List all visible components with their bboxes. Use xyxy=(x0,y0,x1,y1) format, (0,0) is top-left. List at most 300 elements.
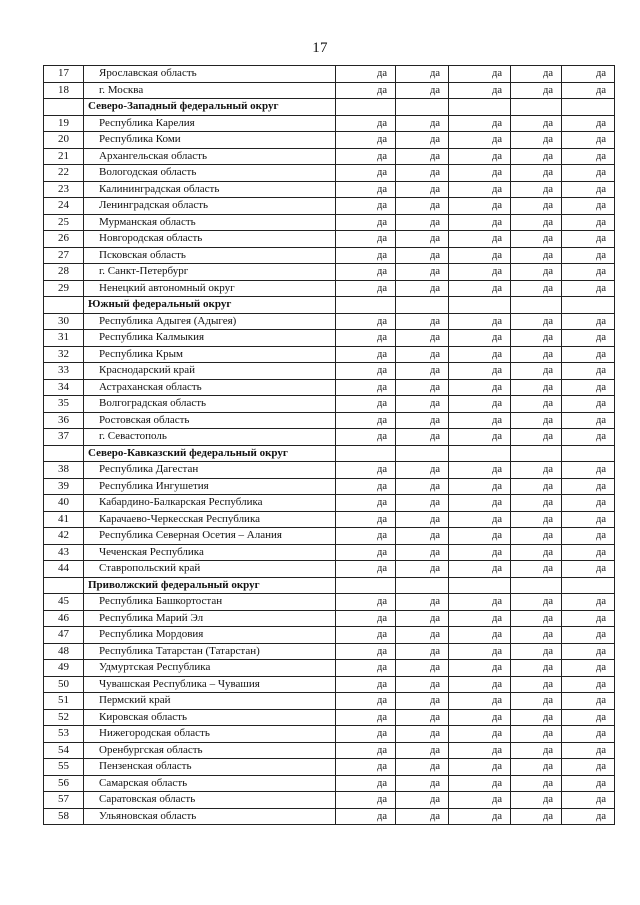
table-row xyxy=(44,247,615,264)
value-cell-4: да xyxy=(511,330,562,347)
regions-table xyxy=(43,65,615,825)
value-cell-4: да xyxy=(511,759,562,776)
value-cell-5: да xyxy=(562,396,615,413)
value-cell-3: да xyxy=(449,379,511,396)
table-row xyxy=(44,478,615,495)
table-row xyxy=(44,511,615,528)
value-cell-5: да xyxy=(562,280,615,297)
value-cell-4: да xyxy=(511,148,562,165)
value-cell-1: да xyxy=(336,115,396,132)
district-name: Северо-Кавказский федеральный округ xyxy=(84,445,336,462)
value-cell-5: да xyxy=(562,363,615,380)
value-cell-5: да xyxy=(562,214,615,231)
table-row xyxy=(44,495,615,512)
row-number: 36 xyxy=(44,412,84,429)
value-cell-5: да xyxy=(562,561,615,578)
row-number: 57 xyxy=(44,792,84,809)
row-number: 35 xyxy=(44,396,84,413)
value-cell-5: да xyxy=(562,693,615,710)
value-cell-1: да xyxy=(336,528,396,545)
value-cell-4: да xyxy=(511,511,562,528)
value-cell-4: да xyxy=(511,528,562,545)
row-number: 41 xyxy=(44,511,84,528)
row-number: 31 xyxy=(44,330,84,347)
value-cell-4: да xyxy=(511,478,562,495)
value-cell-1: да xyxy=(336,676,396,693)
value-cell-2: да xyxy=(396,610,449,627)
value-cell-3: да xyxy=(449,528,511,545)
table-row xyxy=(44,808,615,825)
empty-value-cell xyxy=(511,445,562,462)
value-cell-5: да xyxy=(562,610,615,627)
region-name: Самарская область xyxy=(84,775,336,792)
value-cell-4: да xyxy=(511,726,562,743)
value-cell-2: да xyxy=(396,594,449,611)
table-row xyxy=(44,82,615,99)
value-cell-1: да xyxy=(336,396,396,413)
empty-value-cell xyxy=(449,99,511,116)
row-number: 43 xyxy=(44,544,84,561)
value-cell-1: да xyxy=(336,495,396,512)
value-cell-2: да xyxy=(396,132,449,149)
value-cell-5: да xyxy=(562,709,615,726)
region-name: Республика Северная Осетия – Алания xyxy=(84,528,336,545)
value-cell-5: да xyxy=(562,742,615,759)
district-header-row xyxy=(44,297,615,314)
value-cell-1: да xyxy=(336,544,396,561)
region-name: Республика Мордовия xyxy=(84,627,336,644)
value-cell-3: да xyxy=(449,792,511,809)
row-number: 23 xyxy=(44,181,84,198)
value-cell-3: да xyxy=(449,478,511,495)
value-cell-1: да xyxy=(336,165,396,182)
value-cell-1: да xyxy=(336,429,396,446)
table-row xyxy=(44,693,615,710)
region-name: Пензенская область xyxy=(84,759,336,776)
row-number: 47 xyxy=(44,627,84,644)
region-name: Ростовская область xyxy=(84,412,336,429)
value-cell-2: да xyxy=(396,412,449,429)
value-cell-2: да xyxy=(396,643,449,660)
table-row xyxy=(44,363,615,380)
row-number: 17 xyxy=(44,66,84,83)
empty-value-cell xyxy=(449,577,511,594)
row-number: 58 xyxy=(44,808,84,825)
table-row xyxy=(44,379,615,396)
table-row xyxy=(44,198,615,215)
value-cell-4: да xyxy=(511,363,562,380)
row-number: 39 xyxy=(44,478,84,495)
value-cell-5: да xyxy=(562,66,615,83)
row-number: 42 xyxy=(44,528,84,545)
row-number: 44 xyxy=(44,561,84,578)
value-cell-3: да xyxy=(449,643,511,660)
row-number: 34 xyxy=(44,379,84,396)
page-number: 17 xyxy=(312,40,328,56)
region-name: Оренбургская область xyxy=(84,742,336,759)
value-cell-2: да xyxy=(396,181,449,198)
value-cell-4: да xyxy=(511,429,562,446)
value-cell-5: да xyxy=(562,165,615,182)
value-cell-4: да xyxy=(511,346,562,363)
region-name: Астраханская область xyxy=(84,379,336,396)
region-name: Вологодская область xyxy=(84,165,336,182)
district-name: Северо-Западный федеральный округ xyxy=(84,99,336,116)
value-cell-2: да xyxy=(396,330,449,347)
empty-value-cell xyxy=(336,445,396,462)
region-name: Псковская область xyxy=(84,247,336,264)
value-cell-2: да xyxy=(396,660,449,677)
table-row xyxy=(44,115,615,132)
row-number: 54 xyxy=(44,742,84,759)
value-cell-4: да xyxy=(511,66,562,83)
region-name: Краснодарский край xyxy=(84,363,336,380)
region-name: Республика Дагестан xyxy=(84,462,336,479)
value-cell-2: да xyxy=(396,676,449,693)
value-cell-2: да xyxy=(396,346,449,363)
value-cell-4: да xyxy=(511,132,562,149)
row-number: 21 xyxy=(44,148,84,165)
table-row xyxy=(44,66,615,83)
value-cell-2: да xyxy=(396,66,449,83)
value-cell-1: да xyxy=(336,264,396,281)
value-cell-3: да xyxy=(449,676,511,693)
value-cell-2: да xyxy=(396,709,449,726)
table-row xyxy=(44,231,615,248)
table-row xyxy=(44,181,615,198)
value-cell-2: да xyxy=(396,231,449,248)
empty-value-cell xyxy=(396,99,449,116)
value-cell-4: да xyxy=(511,660,562,677)
empty-value-cell xyxy=(449,445,511,462)
value-cell-5: да xyxy=(562,544,615,561)
row-number: 25 xyxy=(44,214,84,231)
value-cell-2: да xyxy=(396,313,449,330)
value-cell-4: да xyxy=(511,693,562,710)
value-cell-3: да xyxy=(449,198,511,215)
region-name: Республика Татарстан (Татарстан) xyxy=(84,643,336,660)
value-cell-2: да xyxy=(396,396,449,413)
region-name: Республика Башкортостан xyxy=(84,594,336,611)
table-row xyxy=(44,676,615,693)
value-cell-4: да xyxy=(511,561,562,578)
value-cell-4: да xyxy=(511,643,562,660)
table-row xyxy=(44,396,615,413)
table-row xyxy=(44,775,615,792)
value-cell-1: да xyxy=(336,709,396,726)
table-row xyxy=(44,627,615,644)
row-number: 27 xyxy=(44,247,84,264)
table-row xyxy=(44,660,615,677)
value-cell-3: да xyxy=(449,742,511,759)
value-cell-1: да xyxy=(336,82,396,99)
value-cell-2: да xyxy=(396,495,449,512)
district-name: Приволжский федеральный округ xyxy=(84,577,336,594)
region-name: Ненецкий автономный округ xyxy=(84,280,336,297)
value-cell-4: да xyxy=(511,808,562,825)
value-cell-5: да xyxy=(562,643,615,660)
value-cell-4: да xyxy=(511,396,562,413)
value-cell-3: да xyxy=(449,115,511,132)
value-cell-5: да xyxy=(562,759,615,776)
value-cell-4: да xyxy=(511,709,562,726)
empty-value-cell xyxy=(396,297,449,314)
value-cell-3: да xyxy=(449,808,511,825)
value-cell-1: да xyxy=(336,693,396,710)
row-number: 55 xyxy=(44,759,84,776)
region-name: Ставропольский край xyxy=(84,561,336,578)
region-name: Республика Адыгея (Адыгея) xyxy=(84,313,336,330)
value-cell-2: да xyxy=(396,808,449,825)
value-cell-5: да xyxy=(562,412,615,429)
value-cell-3: да xyxy=(449,412,511,429)
value-cell-1: да xyxy=(336,313,396,330)
table-row xyxy=(44,165,615,182)
empty-value-cell xyxy=(336,577,396,594)
value-cell-3: да xyxy=(449,165,511,182)
row-number: 52 xyxy=(44,709,84,726)
value-cell-3: да xyxy=(449,247,511,264)
region-name: г. Москва xyxy=(84,82,336,99)
value-cell-5: да xyxy=(562,808,615,825)
value-cell-3: да xyxy=(449,759,511,776)
table-row xyxy=(44,264,615,281)
empty-value-cell xyxy=(449,297,511,314)
value-cell-5: да xyxy=(562,775,615,792)
value-cell-3: да xyxy=(449,693,511,710)
value-cell-3: да xyxy=(449,544,511,561)
value-cell-1: да xyxy=(336,660,396,677)
value-cell-1: да xyxy=(336,627,396,644)
region-name: Калининградская область xyxy=(84,181,336,198)
value-cell-3: да xyxy=(449,231,511,248)
table-row xyxy=(44,528,615,545)
empty-value-cell xyxy=(511,99,562,116)
value-cell-1: да xyxy=(336,346,396,363)
region-name: Нижегородская область xyxy=(84,726,336,743)
region-name: Республика Коми xyxy=(84,132,336,149)
value-cell-1: да xyxy=(336,214,396,231)
table-row xyxy=(44,148,615,165)
value-cell-2: да xyxy=(396,792,449,809)
row-number: 53 xyxy=(44,726,84,743)
row-number: 48 xyxy=(44,643,84,660)
value-cell-3: да xyxy=(449,181,511,198)
table-row xyxy=(44,330,615,347)
value-cell-1: да xyxy=(336,148,396,165)
value-cell-3: да xyxy=(449,660,511,677)
district-header-row xyxy=(44,577,615,594)
value-cell-5: да xyxy=(562,82,615,99)
value-cell-1: да xyxy=(336,610,396,627)
region-name: Республика Марий Эл xyxy=(84,610,336,627)
value-cell-5: да xyxy=(562,313,615,330)
region-name: Республика Крым xyxy=(84,346,336,363)
row-number: 20 xyxy=(44,132,84,149)
value-cell-5: да xyxy=(562,660,615,677)
value-cell-4: да xyxy=(511,115,562,132)
value-cell-1: да xyxy=(336,808,396,825)
region-name: Чеченская Республика xyxy=(84,544,336,561)
value-cell-3: да xyxy=(449,132,511,149)
value-cell-3: да xyxy=(449,82,511,99)
district-name: Южный федеральный округ xyxy=(84,297,336,314)
region-name: Мурманская область xyxy=(84,214,336,231)
value-cell-5: да xyxy=(562,495,615,512)
value-cell-3: да xyxy=(449,330,511,347)
row-number: 28 xyxy=(44,264,84,281)
value-cell-4: да xyxy=(511,676,562,693)
value-cell-2: да xyxy=(396,82,449,99)
value-cell-5: да xyxy=(562,231,615,248)
value-cell-1: да xyxy=(336,478,396,495)
empty-value-cell xyxy=(562,445,615,462)
value-cell-2: да xyxy=(396,511,449,528)
row-number: 37 xyxy=(44,429,84,446)
value-cell-5: да xyxy=(562,198,615,215)
value-cell-5: да xyxy=(562,627,615,644)
value-cell-1: да xyxy=(336,330,396,347)
value-cell-4: да xyxy=(511,594,562,611)
row-number: 46 xyxy=(44,610,84,627)
region-name: Удмуртская Республика xyxy=(84,660,336,677)
table-row xyxy=(44,742,615,759)
table-row xyxy=(44,561,615,578)
row-number-cell xyxy=(44,445,84,462)
region-name: г. Санкт-Петербург xyxy=(84,264,336,281)
value-cell-4: да xyxy=(511,792,562,809)
value-cell-4: да xyxy=(511,198,562,215)
region-name: Саратовская область xyxy=(84,792,336,809)
row-number: 33 xyxy=(44,363,84,380)
empty-value-cell xyxy=(396,445,449,462)
value-cell-5: да xyxy=(562,181,615,198)
value-cell-2: да xyxy=(396,528,449,545)
empty-value-cell xyxy=(336,99,396,116)
value-cell-1: да xyxy=(336,594,396,611)
row-number-cell xyxy=(44,99,84,116)
region-name: Кабардино-Балкарская Республика xyxy=(84,495,336,512)
value-cell-1: да xyxy=(336,742,396,759)
district-header-row xyxy=(44,445,615,462)
value-cell-3: да xyxy=(449,561,511,578)
value-cell-3: да xyxy=(449,610,511,627)
value-cell-1: да xyxy=(336,66,396,83)
value-cell-1: да xyxy=(336,511,396,528)
row-number: 32 xyxy=(44,346,84,363)
value-cell-3: да xyxy=(449,429,511,446)
value-cell-1: да xyxy=(336,462,396,479)
value-cell-3: да xyxy=(449,594,511,611)
table-row xyxy=(44,643,615,660)
value-cell-2: да xyxy=(396,759,449,776)
row-number: 30 xyxy=(44,313,84,330)
value-cell-2: да xyxy=(396,561,449,578)
row-number: 49 xyxy=(44,660,84,677)
value-cell-5: да xyxy=(562,528,615,545)
value-cell-1: да xyxy=(336,759,396,776)
row-number-cell xyxy=(44,577,84,594)
value-cell-2: да xyxy=(396,627,449,644)
region-name: Ленинградская область xyxy=(84,198,336,215)
value-cell-4: да xyxy=(511,82,562,99)
value-cell-2: да xyxy=(396,264,449,281)
value-cell-5: да xyxy=(562,132,615,149)
value-cell-5: да xyxy=(562,346,615,363)
value-cell-2: да xyxy=(396,742,449,759)
table-row xyxy=(44,726,615,743)
table-row xyxy=(44,313,615,330)
value-cell-4: да xyxy=(511,379,562,396)
region-name: Пермский край xyxy=(84,693,336,710)
value-cell-2: да xyxy=(396,214,449,231)
value-cell-5: да xyxy=(562,726,615,743)
value-cell-2: да xyxy=(396,462,449,479)
value-cell-3: да xyxy=(449,280,511,297)
row-number: 19 xyxy=(44,115,84,132)
value-cell-1: да xyxy=(336,775,396,792)
value-cell-5: да xyxy=(562,792,615,809)
row-number: 26 xyxy=(44,231,84,248)
value-cell-3: да xyxy=(449,495,511,512)
value-cell-4: да xyxy=(511,313,562,330)
value-cell-2: да xyxy=(396,363,449,380)
value-cell-3: да xyxy=(449,396,511,413)
value-cell-4: да xyxy=(511,462,562,479)
value-cell-1: да xyxy=(336,247,396,264)
region-name: Ярославская область xyxy=(84,66,336,83)
value-cell-2: да xyxy=(396,726,449,743)
value-cell-4: да xyxy=(511,214,562,231)
value-cell-4: да xyxy=(511,742,562,759)
value-cell-1: да xyxy=(336,379,396,396)
row-number: 18 xyxy=(44,82,84,99)
table-row xyxy=(44,132,615,149)
value-cell-5: да xyxy=(562,247,615,264)
value-cell-3: да xyxy=(449,346,511,363)
value-cell-2: да xyxy=(396,429,449,446)
table-row xyxy=(44,280,615,297)
empty-value-cell xyxy=(562,99,615,116)
empty-value-cell xyxy=(511,577,562,594)
row-number: 50 xyxy=(44,676,84,693)
value-cell-3: да xyxy=(449,775,511,792)
region-name: Кировская область xyxy=(84,709,336,726)
empty-value-cell xyxy=(511,297,562,314)
value-cell-2: да xyxy=(396,280,449,297)
value-cell-2: да xyxy=(396,115,449,132)
region-name: Чувашская Республика – Чувашия xyxy=(84,676,336,693)
value-cell-5: да xyxy=(562,511,615,528)
value-cell-5: да xyxy=(562,264,615,281)
value-cell-2: да xyxy=(396,198,449,215)
value-cell-4: да xyxy=(511,610,562,627)
region-name: Республика Ингушетия xyxy=(84,478,336,495)
value-cell-1: да xyxy=(336,792,396,809)
row-number: 29 xyxy=(44,280,84,297)
value-cell-1: да xyxy=(336,231,396,248)
value-cell-3: да xyxy=(449,627,511,644)
value-cell-5: да xyxy=(562,676,615,693)
value-cell-4: да xyxy=(511,247,562,264)
value-cell-4: да xyxy=(511,165,562,182)
row-number: 38 xyxy=(44,462,84,479)
value-cell-2: да xyxy=(396,775,449,792)
value-cell-2: да xyxy=(396,379,449,396)
value-cell-4: да xyxy=(511,280,562,297)
row-number: 40 xyxy=(44,495,84,512)
value-cell-2: да xyxy=(396,148,449,165)
